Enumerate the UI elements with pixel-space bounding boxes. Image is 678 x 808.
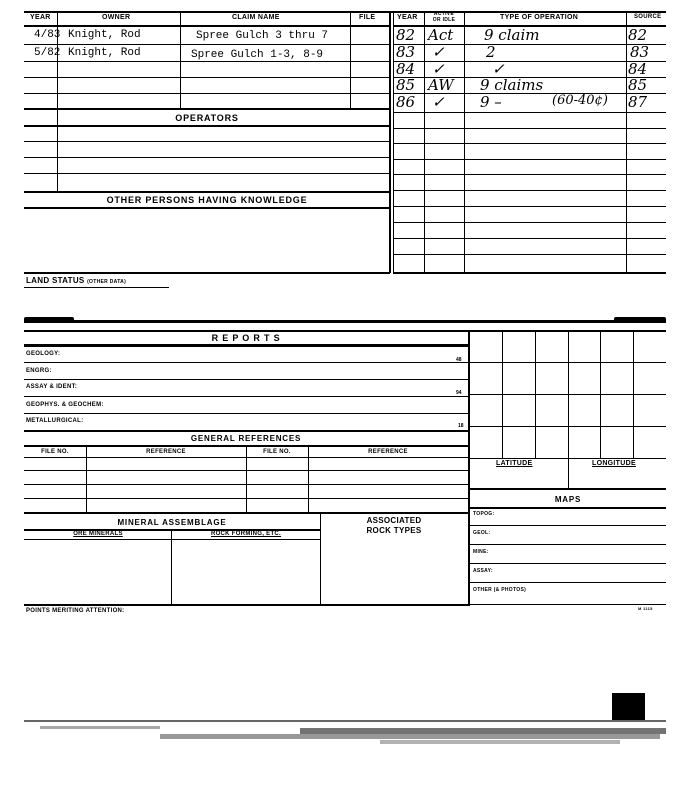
maps-geol: GEOL: — [473, 530, 491, 536]
header-file: FILE — [359, 14, 376, 21]
associated-rock-types: ASSOCIATED ROCK TYPES — [366, 516, 422, 535]
ref-reference-1: REFERENCE — [146, 449, 186, 455]
op-row-4-year: 85 — [396, 76, 416, 94]
header-year-2: YEAR — [397, 14, 418, 21]
longitude-label: LONGITUDE — [592, 460, 636, 467]
op-row-5-year: 86 — [396, 93, 416, 111]
report-geology-num: 48 — [456, 357, 462, 363]
report-assay-num: 94 — [456, 390, 462, 396]
op-row-5-source: 87 — [628, 93, 648, 111]
owner-row-1-year: 4/83 — [34, 29, 61, 41]
op-row-4-type: 9 claims — [480, 76, 544, 94]
header-source: SOURCE — [634, 14, 662, 20]
other-persons-title: OTHER PERSONS HAVING KNOWLEDGE — [106, 195, 308, 205]
maps-other-photos: OTHER (& PHOTOS) — [473, 587, 527, 593]
points-meriting-attention: POINTS MERITING ATTENTION: — [26, 608, 125, 614]
header-active-idle: ACTIVE OR IDLE — [432, 11, 456, 23]
op-row-1-type: 9 claim — [484, 26, 540, 44]
op-row-2-year: 83 — [396, 43, 416, 61]
header-type-of-operation: TYPE OF OPERATION — [500, 14, 579, 21]
owner-row-2-claim: Spree Gulch 1-3, 8-9 — [191, 49, 324, 61]
op-row-1-year: 82 — [396, 26, 416, 44]
general-references-title: GENERAL REFERENCES — [190, 434, 302, 443]
report-metallurgical-num: 18 — [458, 423, 464, 429]
op-row-3-source: 84 — [628, 60, 648, 78]
maps-topog: TOPOG: — [473, 511, 495, 517]
owner-row-2-year: 5/82 — [34, 47, 61, 59]
form-number: M 1115 — [638, 606, 653, 611]
op-row-3-year: 84 — [396, 60, 416, 78]
latitude-label: LATITUDE — [496, 460, 533, 467]
op-row-2-status: ✓ — [432, 43, 445, 61]
maps-assay: ASSAY: — [473, 568, 493, 574]
report-metallurgical: METALLURGICAL: — [26, 418, 84, 424]
maps-mine: MINE: — [473, 549, 489, 555]
rock-forming-label: ROCK FORMING, ETC. — [210, 531, 282, 537]
op-row-2-type: 2 — [486, 43, 496, 61]
op-row-1-status: Act — [428, 26, 454, 44]
op-row-3-status: ✓ — [432, 60, 445, 78]
land-status-label: LAND STATUS (OTHER DATA) — [26, 276, 127, 285]
operators-title: OPERATORS — [175, 113, 239, 123]
report-assay: ASSAY & IDENT: — [26, 384, 78, 390]
reports-title: R E P O R T S — [211, 333, 281, 343]
op-row-5-type: 9 – — [480, 93, 502, 111]
owner-row-1-owner: Knight, Rod — [68, 29, 141, 41]
maps-title: MAPS — [554, 495, 582, 504]
ref-file-no-1: FILE NO. — [41, 449, 69, 455]
ref-file-no-2: FILE NO. — [263, 449, 291, 455]
op-row-1-source: 82 — [628, 26, 648, 44]
header-owner: OWNER — [102, 14, 131, 21]
owner-row-2-owner: Knight, Rod — [68, 47, 141, 59]
mineral-assemblage-title: MINERAL ASSEMBLAGE — [117, 518, 227, 527]
op-row-4-status: AW — [428, 76, 454, 94]
report-geology: GEOLOGY: — [26, 351, 61, 357]
header-claim-name: CLAIM NAME — [232, 14, 280, 21]
report-geophys: GEOPHYS. & GEOCHEM: — [26, 402, 104, 408]
ore-minerals-label: ORE MINERALS — [73, 531, 123, 537]
header-year: YEAR — [30, 14, 51, 21]
op-row-3-type: ✓ — [492, 60, 505, 78]
op-row-2-source: 83 — [630, 43, 650, 61]
op-row-5-status: ✓ — [432, 93, 445, 111]
op-row-5-note: (60-40¢) — [552, 93, 608, 108]
owner-row-1-claim: Spree Gulch 3 thru 7 — [196, 30, 329, 42]
op-row-4-source: 85 — [628, 76, 648, 94]
report-engrg: ENGRG: — [26, 368, 52, 374]
ref-reference-2: REFERENCE — [368, 449, 408, 455]
